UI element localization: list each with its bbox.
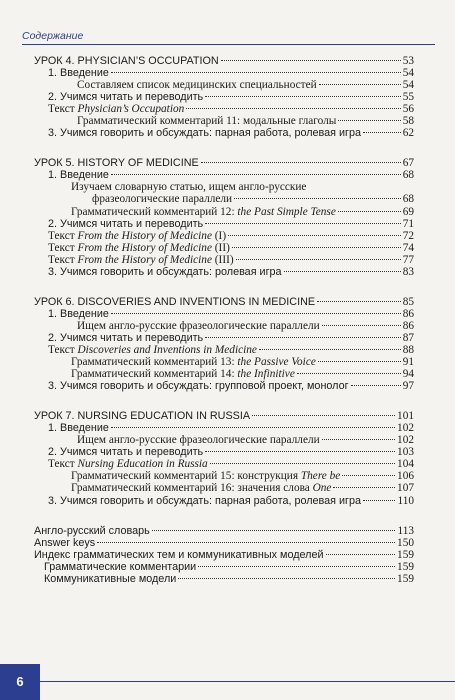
dot-leader bbox=[338, 120, 400, 121]
toc-page-number: 53 bbox=[402, 55, 414, 67]
toc-entry bbox=[34, 103, 414, 115]
dot-leader bbox=[228, 235, 401, 236]
toc-entry bbox=[34, 422, 414, 434]
toc-entry-title: Грамматический комментарий 11: модальные глаголы bbox=[77, 115, 337, 128]
toc-entry bbox=[34, 561, 414, 573]
toc-entry-title: Коммуникативные модели bbox=[44, 572, 177, 585]
toc-entry bbox=[34, 218, 414, 230]
toc-entry-title: Грамматический комментарий 13: the Passive Voice bbox=[71, 356, 316, 369]
toc-entry-title: Answer keys bbox=[34, 536, 96, 549]
dot-leader bbox=[363, 132, 401, 133]
dot-leader bbox=[111, 313, 401, 314]
section-gap bbox=[34, 278, 414, 296]
dot-leader bbox=[186, 108, 400, 109]
toc-page-number: 68 bbox=[402, 193, 414, 206]
toc-entry bbox=[34, 573, 414, 585]
toc-entry bbox=[34, 549, 414, 561]
toc-entry bbox=[34, 495, 414, 507]
toc-entry bbox=[34, 79, 414, 91]
toc-entry-title: 1. Введение bbox=[48, 67, 109, 80]
toc-entry-title: 3. Учимся говорить и обсуждать: групповой проект, монолог bbox=[48, 380, 349, 393]
dot-leader bbox=[342, 475, 395, 476]
dot-leader bbox=[259, 349, 401, 350]
toc-page-number: 85 bbox=[402, 295, 414, 308]
toc-page-number: 72 bbox=[402, 229, 414, 242]
toc-entry bbox=[34, 91, 414, 103]
toc-page-number: 86 bbox=[402, 319, 414, 332]
dot-leader bbox=[319, 84, 401, 85]
dot-leader bbox=[205, 223, 401, 224]
toc-entry-title: 3. Учимся говорить и обсуждать: ролевая игра bbox=[48, 265, 282, 278]
toc-page-number: 97 bbox=[402, 380, 414, 393]
dot-leader bbox=[236, 259, 401, 260]
toc-page-number: 67 bbox=[402, 157, 414, 170]
toc-entry bbox=[34, 537, 414, 549]
toc-page-number: 56 bbox=[402, 103, 414, 116]
dot-leader bbox=[297, 373, 401, 374]
dot-leader bbox=[338, 211, 401, 212]
toc-entry bbox=[34, 127, 414, 139]
dot-leader bbox=[322, 325, 401, 326]
toc-lesson-heading bbox=[34, 157, 414, 169]
dot-leader bbox=[326, 554, 396, 555]
toc-entry-title: УРОК 7. NURSING EDUCATION IN RUSSIA bbox=[34, 410, 251, 423]
toc-page-number: 159 bbox=[397, 572, 414, 585]
dot-leader bbox=[252, 415, 395, 416]
toc-page-number: 102 bbox=[397, 434, 414, 447]
toc-entry bbox=[34, 458, 414, 470]
dot-leader bbox=[205, 337, 401, 338]
toc-entry-title: Текст From the History of Medicine (II) bbox=[48, 241, 230, 254]
dot-leader bbox=[351, 385, 401, 386]
toc-entry bbox=[34, 380, 414, 392]
toc-lesson-heading bbox=[34, 410, 414, 422]
dot-leader bbox=[210, 463, 395, 464]
toc-page-number: 68 bbox=[402, 169, 414, 182]
toc-entry bbox=[34, 356, 414, 368]
section-header: Содержание bbox=[22, 30, 84, 42]
toc-page-number: 69 bbox=[402, 205, 414, 218]
toc-page-number: 150 bbox=[397, 536, 414, 549]
toc-page-number: 88 bbox=[402, 343, 414, 356]
toc-entry-title: Ищем англо-русские фразеологические параллели bbox=[77, 434, 320, 447]
section-gap bbox=[34, 507, 414, 525]
toc-page-number: 87 bbox=[402, 331, 414, 344]
toc-page-number: 71 bbox=[402, 217, 414, 230]
toc-lesson-heading bbox=[34, 296, 414, 308]
toc-entry bbox=[34, 169, 414, 181]
dot-leader bbox=[205, 451, 395, 452]
dot-leader bbox=[318, 361, 401, 362]
toc-entry-title: Текст Discoveries and Inventions in Medicine bbox=[48, 343, 257, 356]
page-number: 6 bbox=[16, 674, 24, 689]
section-gap bbox=[34, 139, 414, 157]
toc-entry bbox=[34, 482, 414, 494]
toc-entry bbox=[34, 525, 414, 537]
dot-leader bbox=[363, 500, 395, 501]
toc-entry bbox=[34, 266, 414, 278]
toc-page-number: 110 bbox=[397, 494, 414, 507]
dot-leader bbox=[111, 427, 395, 428]
footer-rule bbox=[40, 681, 455, 682]
toc-entry-title: Ищем англо-русские фразеологические параллели bbox=[77, 319, 320, 332]
toc-entry-title: 3. Учимся говорить и обсуждать: парная работа, ролевая игра bbox=[48, 127, 361, 140]
toc-entry bbox=[34, 193, 414, 205]
toc-entry bbox=[34, 434, 414, 446]
toc-entry-title: УРОК 6. DISCOVERIES AND INVENTIONS IN MEDICINE bbox=[34, 295, 316, 308]
dot-leader bbox=[232, 247, 401, 248]
toc-entry-title: Грамматический комментарий 14: the Infinitive bbox=[71, 368, 295, 381]
toc-entry bbox=[34, 344, 414, 356]
dot-leader bbox=[178, 578, 395, 579]
toc-entry bbox=[34, 206, 414, 218]
toc-entry bbox=[34, 368, 414, 380]
section-gap bbox=[34, 392, 414, 410]
toc-page-number: 83 bbox=[402, 265, 414, 278]
toc-entry-title: Составляем список медицинских специальностей bbox=[77, 79, 317, 92]
toc-entry-title: 2. Учимся читать и переводить bbox=[48, 91, 204, 104]
toc-entry bbox=[34, 254, 414, 266]
toc-entry-title: Индекс грамматических тем и коммуникативных моделей bbox=[34, 548, 324, 561]
toc-entry bbox=[34, 470, 414, 482]
toc-entry bbox=[34, 67, 414, 79]
toc-entry-title: 1. Введение bbox=[48, 169, 109, 182]
toc-entry bbox=[34, 446, 414, 458]
toc-entry bbox=[34, 115, 414, 127]
toc-entry bbox=[34, 320, 414, 332]
toc-page-number: 106 bbox=[397, 470, 414, 483]
toc-entry-title: Грамматический комментарий 15: конструкция There be bbox=[71, 470, 341, 483]
dot-leader bbox=[201, 162, 401, 163]
toc-page-number: 55 bbox=[402, 91, 414, 104]
toc-entry-title: Грамматический комментарий 12: the Past Simple Tense bbox=[71, 205, 336, 218]
toc-entry-title: Изучаем словарную статью, ищем англо-русские bbox=[71, 181, 307, 194]
dot-leader bbox=[198, 566, 395, 567]
dot-leader bbox=[152, 530, 396, 531]
toc-page-number: 77 bbox=[402, 253, 414, 266]
toc-page-number: 54 bbox=[402, 67, 414, 80]
toc-entry-title: 2. Учимся читать и переводить bbox=[48, 331, 204, 344]
dot-leader bbox=[205, 96, 401, 97]
toc-page-number: 86 bbox=[402, 307, 414, 320]
toc-page-number: 91 bbox=[402, 356, 414, 369]
toc-entry-title: 2. Учимся читать и переводить bbox=[48, 217, 204, 230]
toc-entry bbox=[34, 242, 414, 254]
toc-page-number: 113 bbox=[397, 524, 414, 537]
dot-leader bbox=[234, 198, 401, 199]
toc-lesson-heading bbox=[34, 55, 414, 67]
toc-page-number: 54 bbox=[402, 79, 414, 92]
toc-entry-title: УРОК 5. HISTORY OF MEDICINE bbox=[34, 157, 199, 170]
toc-page-number: 94 bbox=[402, 368, 414, 381]
table-of-contents bbox=[34, 55, 414, 585]
toc-entry-title: Грамматические комментарии bbox=[44, 560, 197, 573]
toc-entry-title: 2. Учимся читать и переводить bbox=[48, 446, 204, 459]
toc-page-number: 58 bbox=[402, 115, 414, 128]
toc-entry bbox=[34, 308, 414, 320]
dot-leader bbox=[284, 271, 401, 272]
toc-entry-title: УРОК 4. PHYSICIAN’S OCCUPATION bbox=[34, 55, 219, 67]
toc-page-number: 102 bbox=[397, 422, 414, 435]
toc-entry-title: Текст From the History of Medicine (I) bbox=[48, 229, 227, 242]
toc-page-number: 74 bbox=[402, 241, 414, 254]
toc-entry-title: Англо-русский словарь bbox=[34, 524, 150, 537]
toc-entry-title: Текст Physician’s Occupation bbox=[48, 103, 185, 116]
toc-page-number: 101 bbox=[397, 410, 414, 423]
toc-entry-title: фразеологические параллели bbox=[92, 193, 233, 206]
toc-entry-title: 3. Учимся говорить и обсуждать: парная работа, ролевая игра bbox=[48, 494, 361, 507]
dot-leader bbox=[111, 174, 401, 175]
toc-page-number: 159 bbox=[397, 560, 414, 573]
toc-entry-title: 1. Введение bbox=[48, 422, 109, 435]
dot-leader bbox=[333, 487, 395, 488]
toc-page-number: 62 bbox=[402, 127, 414, 140]
toc-entry bbox=[34, 230, 414, 242]
dot-leader bbox=[111, 72, 401, 73]
dot-leader bbox=[322, 439, 395, 440]
toc-entry bbox=[34, 181, 414, 193]
toc-page-number: 107 bbox=[397, 482, 414, 495]
toc-page-number: 159 bbox=[397, 548, 414, 561]
toc-page-number: 103 bbox=[397, 446, 414, 459]
toc-entry-title: Грамматический комментарий 16: значения слова One bbox=[71, 482, 332, 495]
toc-entry-title: Текст Nursing Education in Russia bbox=[48, 458, 208, 471]
toc-page-number: 104 bbox=[397, 458, 414, 471]
toc-entry bbox=[34, 332, 414, 344]
dot-leader bbox=[221, 60, 401, 61]
dot-leader bbox=[317, 301, 401, 302]
dot-leader bbox=[97, 542, 395, 543]
header-rule bbox=[22, 44, 435, 45]
toc-entry-title: Текст From the History of Medicine (III) bbox=[48, 253, 234, 266]
toc-entry-title: 1. Введение bbox=[48, 307, 109, 320]
